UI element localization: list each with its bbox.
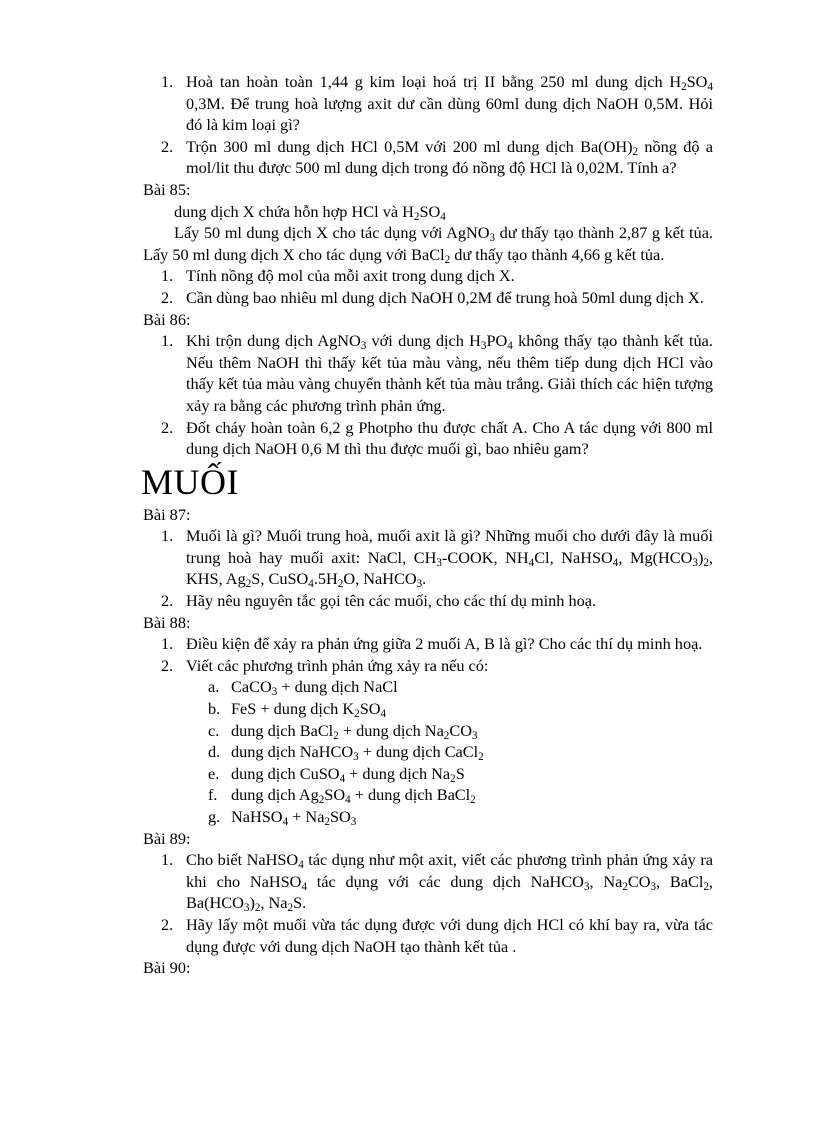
sub-item bbox=[143, 763, 713, 785]
list-item bbox=[143, 136, 713, 179]
sub-item bbox=[143, 676, 713, 698]
item-number: 2. bbox=[161, 914, 174, 934]
sub-item-letter: b. bbox=[208, 699, 221, 719]
item-text: Cho biết NaHSO$_4$ tác dụng như một axit, viết các phương trình phản ứng xảy ra khi cho NaHSO$_4$ tác dụng với các dung dịch NaHCO$_3$, $Na_2CO_3$, BaCl$_2$, $Ba(HCO_3)_2$, $Na_2S$. bbox=[186, 850, 714, 915]
exercise-85-statement: dung dịch X chứa hỗn hợp HCl và $H_2SO_4$ bbox=[174, 201, 446, 223]
list-item bbox=[143, 265, 713, 287]
list-item bbox=[143, 417, 713, 460]
sub-item-text: NaHSO$_4$ + $Na_2SO_3$ bbox=[231, 807, 357, 828]
list-item bbox=[143, 633, 713, 655]
item-number: 1. bbox=[161, 634, 174, 654]
exercise-heading-86: Bài 86: bbox=[143, 309, 191, 329]
item-text: Đốt cháy hoàn toàn 6,2 g Photpho thu được chất A. Cho A tác dụng với 800 ml dung dịch NaOH 0,6 M thì thu được muối gì, bao nhiêu gam? bbox=[186, 417, 713, 459]
sub-item bbox=[143, 806, 713, 828]
item-number: 1. bbox=[161, 526, 174, 546]
sub-item-letter: g. bbox=[208, 807, 221, 826]
sub-item-text: dung dịch $Ag_2SO_4$ + dung dịch BaCl$_2$ bbox=[231, 785, 476, 807]
sub-item-letter: e. bbox=[208, 763, 220, 783]
exercise-heading-87: Bài 87: bbox=[143, 504, 191, 524]
sub-item-letter: c. bbox=[208, 720, 220, 740]
exercise-heading-89: Bài 89: bbox=[143, 828, 191, 848]
item-number: 1. bbox=[161, 266, 174, 286]
exercise-87-list bbox=[143, 525, 713, 611]
item-text: Hoà tan hoàn toàn 1,44 g kim loại hoá trị II bằng 250 ml dung dịch $H_2SO_4$ 0,3M. Để trung hoà lượng axit dư cần dùng 60ml dung dịch NaOH 0,5M. Hỏi đó là kim loại gì? bbox=[186, 72, 713, 135]
list-item bbox=[143, 655, 713, 677]
list-item bbox=[143, 330, 713, 416]
sub-item-letter: f. bbox=[208, 785, 218, 805]
item-number: 1. bbox=[161, 850, 174, 870]
list-item bbox=[143, 590, 713, 612]
sub-item-letter: d. bbox=[208, 742, 221, 762]
sub-item-letter: a. bbox=[208, 677, 220, 697]
list-item bbox=[143, 287, 713, 309]
item-text: Muối là gì? Muối trung hoà, muối axit là gì? Những muối cho dưới đây là muối trung hoà hay muối axit: NaCl, $CH_3$-COOK, $NH_4Cl$, NaHSO$_4$, $Mg(HCO_3)_2$, KHS, $Ag_2S$, $CuSO_4.5H_2O$, NaHCO$_3$. bbox=[186, 526, 713, 591]
list-item bbox=[143, 849, 713, 914]
item-text: Cần dùng bao nhiêu ml dung dịch NaOH 0,2M để trung hoà 50ml dung dịch X. bbox=[186, 287, 704, 307]
sub-item bbox=[143, 741, 713, 763]
item-text: Hãy lấy một muối vừa tác dụng được với dung dịch HCl có khí bay ra, vừa tác dụng được với dung dịch NaOH tạo thành kết tủa . bbox=[186, 914, 713, 956]
sub-item-text: dung dịch CuSO$_4$ + dung dịch $Na_2S$ bbox=[231, 763, 465, 785]
exercise-88-list bbox=[143, 633, 713, 676]
item-text: Hãy nêu nguyên tắc gọi tên các muối, cho các thí dụ minh hoạ. bbox=[186, 591, 597, 611]
section-title: MUỐI bbox=[141, 461, 239, 502]
item-number: 1. bbox=[161, 72, 174, 91]
item-number: 1. bbox=[161, 331, 174, 351]
exercise-86-list bbox=[143, 330, 713, 460]
exercise-88-sublist bbox=[143, 676, 713, 827]
item-number: 2. bbox=[161, 655, 174, 675]
item-number: 2. bbox=[161, 591, 174, 611]
exercise-89-list bbox=[143, 849, 713, 957]
item-text: Điều kiện để xảy ra phản ứng giữa 2 muối A, B là gì? Cho các thí dụ minh hoạ. bbox=[186, 634, 703, 654]
item-number: 2. bbox=[161, 136, 174, 156]
item-number: 2. bbox=[161, 417, 174, 437]
exercise-85-paragraph: Lấy 50 ml dung dịch X cho tác dụng với AgNO$_3$ dư thấy tạo thành 2,87 g kết tủa. Lấy 50 ml dung dịch X cho tác dụng với BaCl$_2$ dư thấy tạo thành 4,66 g kết tủa. bbox=[143, 223, 714, 266]
exercise-85-list bbox=[143, 265, 713, 308]
item-text: Khi trộn dung dịch AgNO$_3$ với dung dịch $H_3PO_4$ không thấy tạo thành kết tủa. Nếu thêm NaOH thì thấy kết tủa màu vàng, nếu thêm tiếp dung dịch HCl vào thấy kết tủa màu vàng chuyển thành kết tủa màu trắng. Giải thích các hiện tượng xảy ra bằng các phương trình phản ứng. bbox=[186, 331, 713, 415]
item-text: Trộn 300 ml dung dịch HCl 0,5M với 200 ml dung dịch $Ba(OH)_2$ nồng độ a mol/lit thu được 500 ml dung dịch trong đó nồng độ HCl là 0,02M. Tính a? bbox=[186, 136, 714, 178]
sub-item-text: FeS + dung dịch $K_2SO_4$ bbox=[231, 699, 387, 720]
item-number: 2. bbox=[161, 287, 174, 307]
exercise-heading-90: Bài 90: bbox=[143, 958, 191, 978]
item-text: Viết các phương trình phản ứng xảy ra nếu có: bbox=[186, 655, 489, 675]
sub-item-text: CaCO$_3$ + dung dịch NaCl bbox=[231, 677, 398, 699]
sub-item-text: dung dịch BaCl$_2$ + dung dịch $Na_2CO_3$ bbox=[231, 720, 478, 742]
list-item bbox=[143, 71, 713, 136]
intro-list bbox=[143, 71, 713, 179]
exercise-heading-85: Bài 85: bbox=[143, 179, 191, 199]
sub-item-text: dung dịch NaHCO$_3$ + dung dịch CaCl$_2$ bbox=[231, 742, 484, 763]
sub-item bbox=[143, 698, 713, 720]
list-item bbox=[143, 525, 713, 590]
sub-item bbox=[143, 784, 713, 806]
item-text: Tính nồng độ mol của mỗi axit trong dung dịch X. bbox=[186, 266, 515, 286]
exercise-heading-88: Bài 88: bbox=[143, 612, 191, 632]
sub-item bbox=[143, 720, 713, 742]
list-item bbox=[143, 914, 713, 957]
document-page bbox=[143, 71, 713, 979]
